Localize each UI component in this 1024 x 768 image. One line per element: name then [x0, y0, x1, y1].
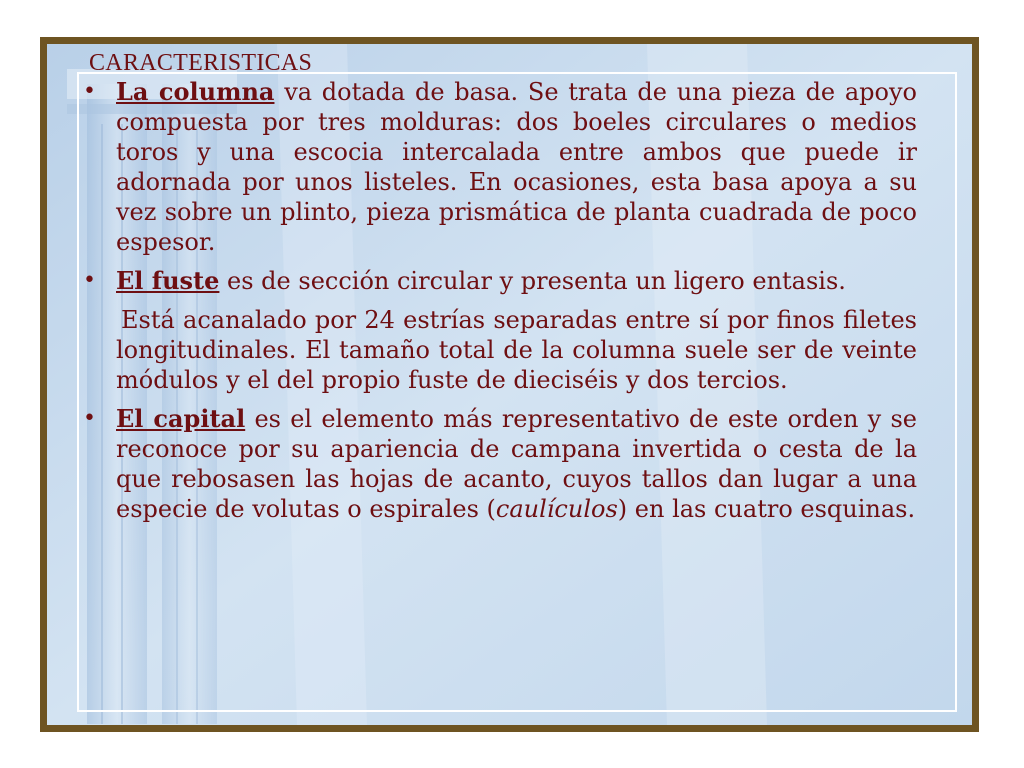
term-fuste: El fuste	[116, 266, 220, 295]
slide-content	[77, 49, 917, 524]
text-capital-after: ) en las cuatro esquinas.	[617, 495, 916, 523]
bullet-marker: •	[83, 268, 96, 293]
text-capital-italic: caulículos	[495, 495, 618, 523]
term-columna: La columna	[116, 77, 275, 106]
text-fuste: es de sección circular y presenta un ligero entasis.	[219, 267, 846, 295]
bullet-columna	[77, 77, 917, 257]
text-columna: va dotada de basa. Se trata de una pieza de apoyo compuesta por tres molduras: dos boeles circulares o medios toros y una escocia intercalada entre ambos que puede ir adornada por unos listeles. En ocasiones, esta basa apoya a su vez sobre un plinto, pieza prismática de planta cuadrada de poco espesor.	[116, 78, 917, 256]
bullet-capital	[77, 404, 917, 524]
fuste-extra-paragraph: Está acanalado por 24 estrías separadas entre sí por finos filetes longitudinales. El tamaño total de la columna suele ser de veinte módulos y el del propio fuste de dieciséis y dos tercios.	[116, 306, 917, 394]
slide-heading: CARACTERISTICAS	[89, 50, 313, 76]
bullet-fuste	[77, 266, 917, 296]
text-capital-before: es el elemento más representativo de este orden y se reconoce por su apariencia de campana invertida o cesta de la que rebosasen las hojas de acanto, cuyos tallos dan lugar a una especie de volutas o espirales (	[116, 405, 917, 523]
bullet-marker: •	[83, 79, 96, 104]
term-capital: El capital	[116, 404, 246, 433]
bullet-marker: •	[83, 406, 96, 431]
